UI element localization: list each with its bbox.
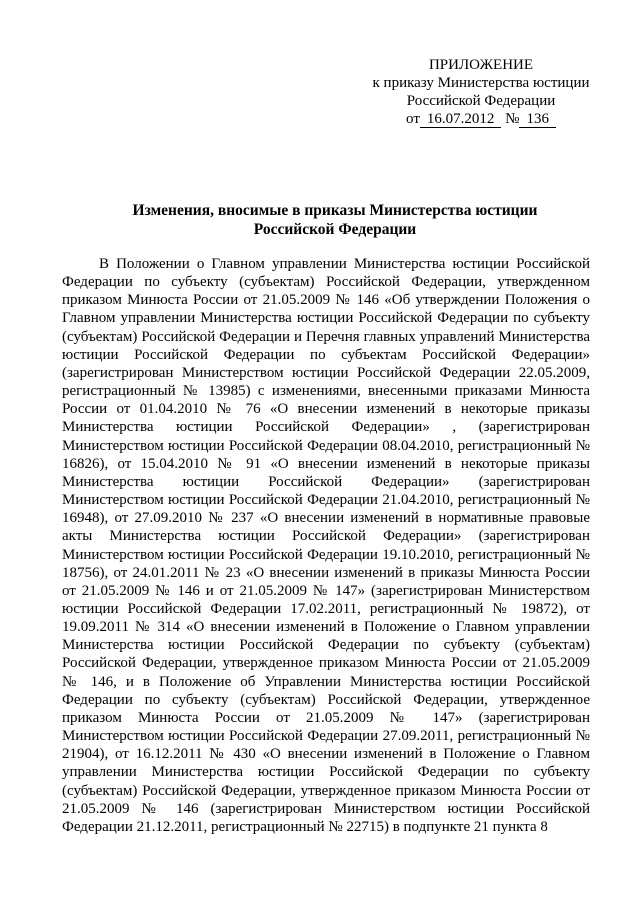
document-title <box>70 202 600 239</box>
appendix-header-line2: к приказу Министерства юстиции <box>372 75 590 91</box>
document-title-line2: Российской Федерации <box>253 220 417 238</box>
appendix-header-date-line <box>358 110 604 128</box>
number-sign-label: № <box>505 111 520 127</box>
document-body <box>62 255 590 836</box>
body-paragraph: В Положении о Главном управлении Министерства юстиции Российской Федерации по субъекту (субъектам) Российской Федерации, утвержденном приказом Минюста России от 21.05.2009 № 146 «Об утверждении Положения о Главном управлении Министерства юстиции Российской Федерации по субъекту (субъектам) Российской Федерации и Перечня главных управлений Министерства юстиции Российской Федерации по субъектам Российской Федерации» (зарегистрирован Министерством юстиции Российской Федерации 22.05.2009, регистрационный № 13985) с изменениями, внесенными приказами Минюста России от 01.04.2010 № 76 «О внесении изменений в некоторые приказы Министерства юстиции Российской Федерации» , (зарегистрирован Министерством юстиции Российской Федерации 08.04.2010, регистрационный № 16826), от 15.04.2010 № 91 «О внесении изменений в некоторые приказы Министерства юстиции Российской Федерации» (зарегистрирован Министерством юстиции Российской Федерации 21.04.2010, регистрационный № 16948), от 27.09.2010 № 237 «О внесении изменений в нормативные правовые акты Министерства юстиции Российской Федерации» (зарегистрирован Министерством юстиции Российской Федерации 19.10.2010, регистрационный № 18756), от 24.01.2011 № 23 «О внесении изменений в приказы Минюста России от 21.05.2009 № 146 и от 21.05.2009 № 147» (зарегистрирован Министерством юстиции Российской Федерации 17.02.2011, регистрационный № 19872), от 19.09.2011 № 314 «О внесении изменений в Положение о Главном управлении Министерства юстиции Российской Федерации по субъекту (субъектам) Российской Федерации, утвержденное приказом Минюста России от 21.05.2009 № 146, и в Положение об Управлении Министерства юстиции Российской Федерации по субъекту (субъектам) Российской Федерации, утвержденное приказом Минюста России от 21.05.2009 № 147» (зарегистрирован Министерством юстиции Российской Федерации 27.09.2011, регистрационный № 21904), от 16.12.2011 № 430 «О внесении изменений в Положение о Главном управлении Министерства юстиции Российской Федерации по субъекту (субъектам) Российской Федерации, утвержденное приказом Минюста России от 21.05.2009 № 146 (зарегистрирован Министерством юстиции Российской Федерации 21.12.2011, регистрационный № 22715) в подпункте 21 пункта 8 <box>62 256 590 835</box>
order-number-value: 136 <box>519 111 556 128</box>
order-date-value: 16.07.2012 <box>420 111 502 128</box>
date-prefix-label: от <box>406 111 420 127</box>
appendix-header-line1: ПРИЛОЖЕНИЕ <box>428 57 534 73</box>
document-title-line1: Изменения, вносимые в приказы Министерства юстиции <box>132 202 538 219</box>
appendix-header <box>358 56 604 128</box>
appendix-header-line3: Российской Федерации <box>406 93 556 109</box>
